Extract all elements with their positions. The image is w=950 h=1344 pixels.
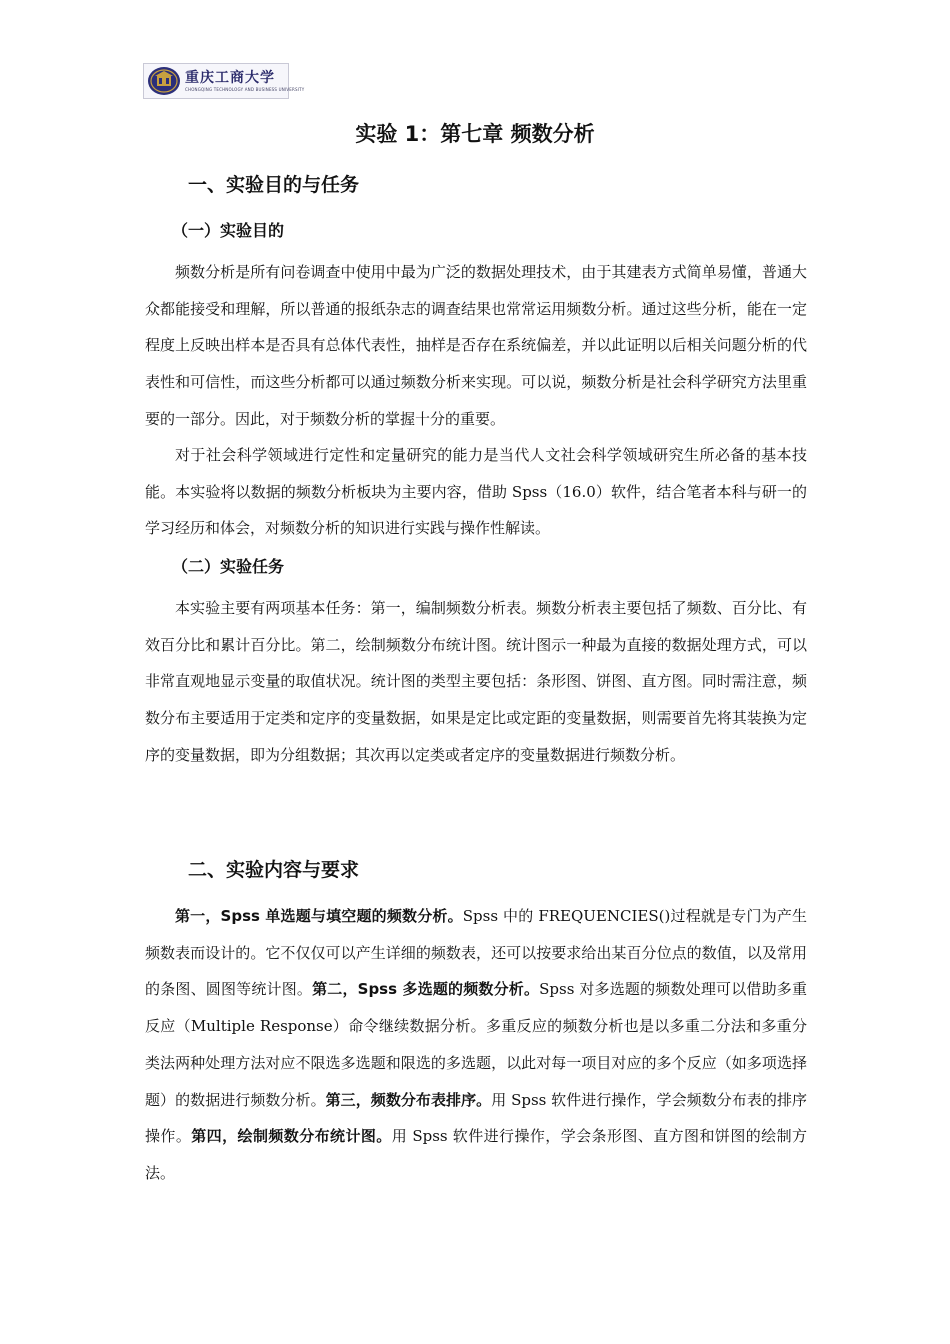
item-1-text: Spss 中的 FREQUENCIES()过程就是专门为产生频数表而设计的。它不仅仅可以产生详细的频数表，还可以按要求给出某百分位点的数值，以及常用的条图、圆图等统计图。 xyxy=(145,907,807,999)
item-1-lead: 第一，Spss 单选题与填空题的频数分析。 xyxy=(175,907,463,925)
item-3-lead: 第三，频数分布表排序。 xyxy=(325,1090,492,1109)
logo-chinese-name: 重庆工商大学 xyxy=(185,69,275,86)
item-2-text: Spss 对多选题的频数处理可以借助多重反应（Multiple Response）命令继续数据分析。多重反应的频数分析也是以多重二分法和多重分类法两种处理方法对应不限选多选题和限选的多选题，以此对每一项目对应的多个反应（如多项选择题）的数据进行频数分析。 xyxy=(145,980,807,1109)
university-emblem-icon xyxy=(147,66,181,96)
subsection-heading-objectives: （一）实验目的 xyxy=(172,221,285,240)
paragraph-objectives-1: 频数分析是所有问卷调查中使用中最为广泛的数据处理技术，由于其建表方式简单易懂，普通大众都能接受和理解，所以普通的报纸杂志的调查结果也常常运用频数分析。通过这些分析，能在一定程度上反映出样本是否具有总体代表性，抽样是否存在系统偏差，并以此证明以后相关问题分析的代表性和可信性，而这些分析都可以通过频数分析来实现。可以说，频数分析是社会科学研究方法里重要的一部分。因此，对于频数分析的掌握十分的重要。 xyxy=(145,263,807,428)
item-2-lead: 第二，Spss 多选题的频数分析。 xyxy=(312,980,540,999)
paragraph-tasks: 本实验主要有两项基本任务：第一，编制频数分析表。频数分析表主要包括了频数、百分比、有效百分比和累计百分比。第二，绘制频数分布统计图。统计图示一种最为直接的数据处理方式，可以非常直观地显示变量的取值状况。统计图的类型主要包括：条形图、饼图、直方图。同时需注意，频数分布主要适用于定类和定序的变量数据，如果是定比或定距的变量数据，则需要首先将其装换为定序的变量数据，即为分组数据；其次再以定类或者定序的变量数据进行频数分析。 xyxy=(145,599,807,764)
item-3-text: 用 Spss 软件进行操作，学会频数分布表的排序操作。 xyxy=(145,1090,807,1146)
section-heading-objectives-tasks: 一、实验目的与任务 xyxy=(188,174,360,196)
item-4-text: 用 Spss 软件进行操作，学会条形图、直方图和饼图的绘制方法。 xyxy=(145,1127,807,1182)
page-title: 实验 1：第七章 频数分析 xyxy=(355,122,595,146)
paragraph-objectives-2: 对于社会科学领域进行定性和定量研究的能力是当代人文社会科学领域研究生所必备的基本技能。本实验将以数据的频数分析板块为主要内容，借助 Spss（16.0）软件，结合笔者本科与研一的学习经历和体会，对频数分析的知识进行实践与操作性解读。 xyxy=(145,446,807,538)
section-heading-content-requirements: 二、实验内容与要求 xyxy=(188,859,360,881)
item-4-lead: 第四，绘制频数分布统计图。 xyxy=(191,1127,392,1146)
logo-english-name: CHONGQING TECHNOLOGY AND BUSINESS UNIVERSITY xyxy=(185,86,305,92)
university-logo xyxy=(143,63,305,99)
subsection-heading-tasks: （二）实验任务 xyxy=(172,557,285,576)
paragraph-content-requirements xyxy=(145,898,807,1192)
